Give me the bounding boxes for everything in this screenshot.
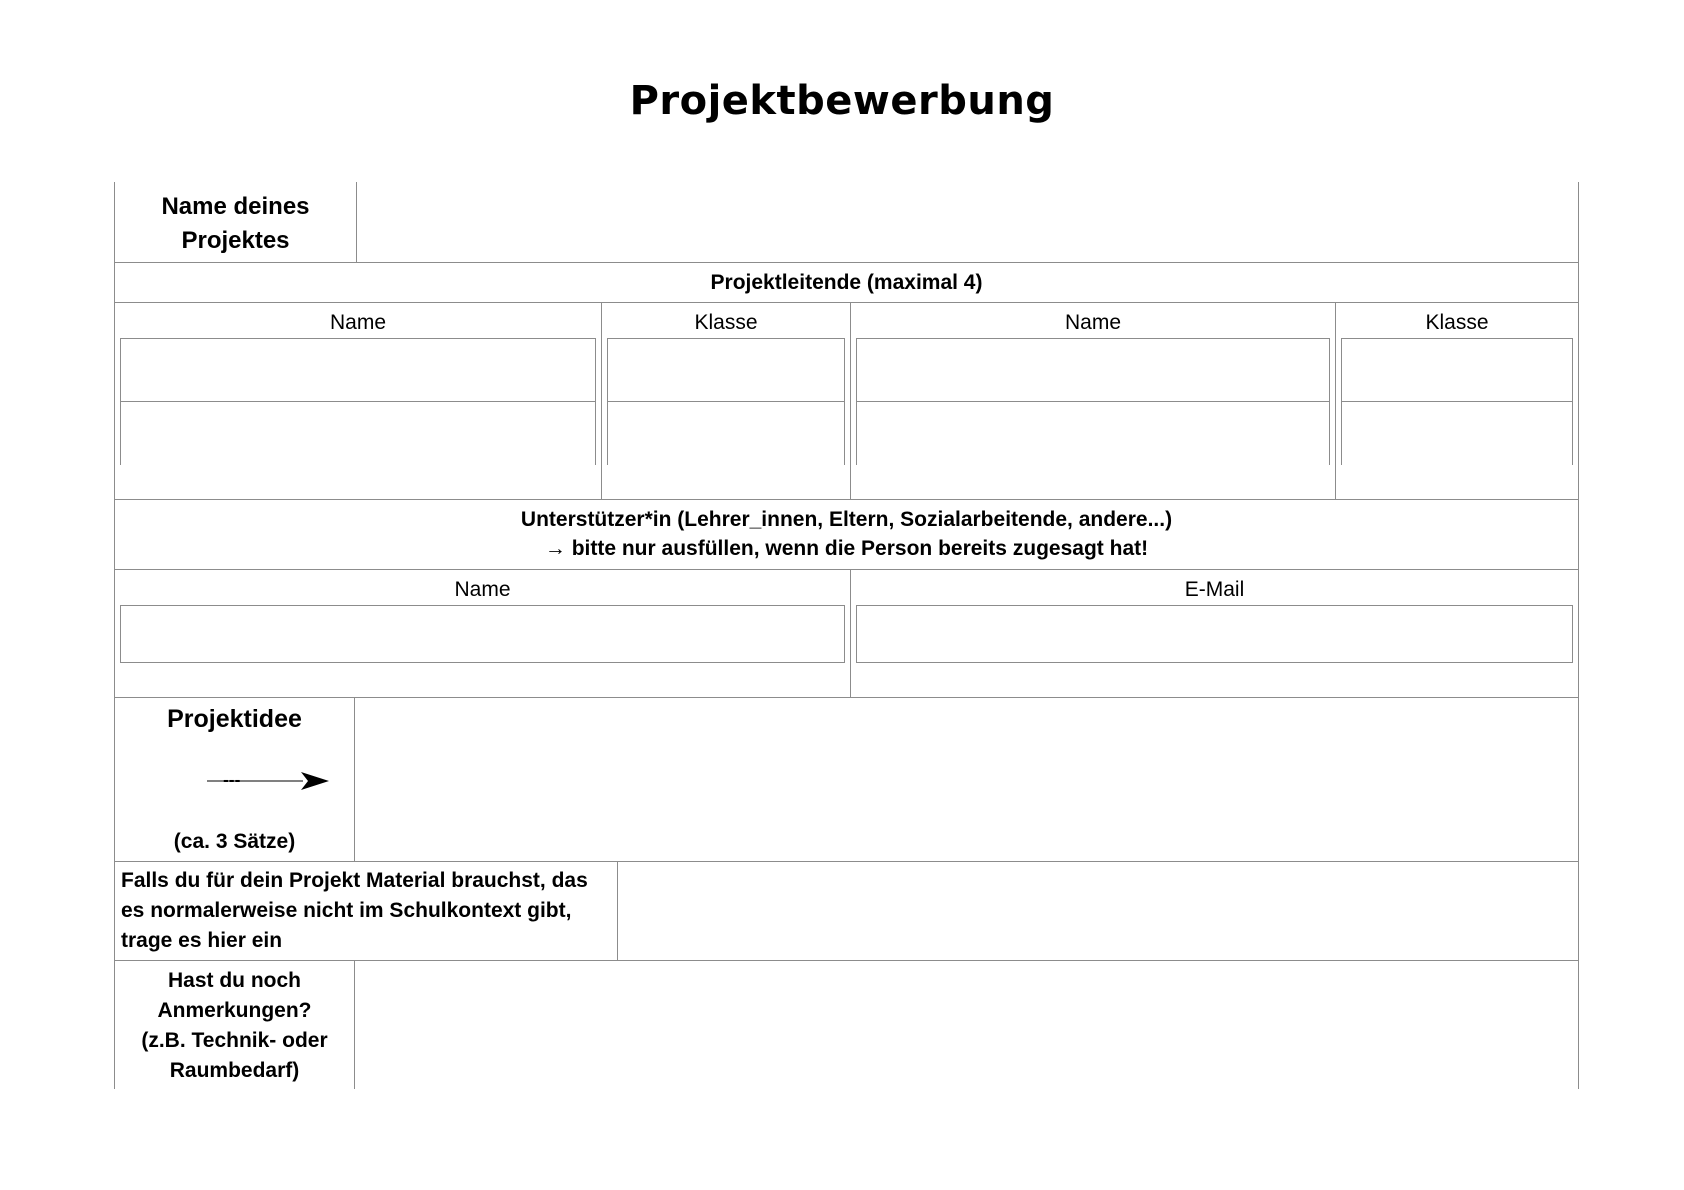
project-idea-label	[115, 698, 355, 861]
project-name-field[interactable]	[358, 182, 1578, 262]
leader-class-header-1: Klasse	[694, 311, 758, 334]
material-label	[115, 862, 618, 960]
leader-name-input-1[interactable]	[120, 338, 596, 402]
leader-class-header-2: Klasse	[1425, 311, 1489, 334]
leader-class-input-4[interactable]	[1341, 401, 1573, 465]
notes-field[interactable]	[356, 961, 1578, 1089]
project-name-label-line2: Projektes	[181, 227, 290, 254]
arrow-right-icon	[207, 770, 329, 792]
arrow-dashes: ---	[223, 773, 241, 789]
project-name-label	[115, 182, 357, 262]
project-name-row	[114, 182, 1579, 263]
project-idea-field[interactable]	[356, 698, 1578, 861]
supporter-header	[114, 500, 1579, 570]
material-label-line2: es normalerweise nicht im Schulkontext gibt,	[121, 899, 572, 922]
supporter-name-input[interactable]	[120, 605, 845, 663]
leader-class-input-2[interactable]	[1341, 338, 1573, 402]
leader-name-column-2	[851, 303, 1336, 499]
notes-label-line4: Raumbedarf)	[169, 1059, 300, 1082]
supporter-header-line1: Unterstützer*in (Lehrer_innen, Eltern, Sozialarbeitende, andere...)	[520, 508, 1173, 531]
leader-name-input-2[interactable]	[856, 338, 1330, 402]
leader-class-column-1	[602, 303, 851, 499]
material-field[interactable]	[619, 862, 1578, 960]
notes-label	[115, 961, 355, 1089]
material-label-line3: trage es hier ein	[121, 929, 283, 952]
leader-name-input-4[interactable]	[856, 401, 1330, 465]
application-form	[114, 182, 1579, 1089]
leader-class-input-1[interactable]	[607, 338, 845, 402]
leaders-header: Projektleitende (maximal 4)	[114, 263, 1579, 303]
notes-row	[114, 961, 1579, 1089]
page-title: Projektbewerbung	[629, 78, 1055, 124]
supporter-email-header: E-Mail	[1184, 578, 1245, 601]
supporter-name-header: Name	[454, 578, 511, 601]
notes-label-line3: (z.B. Technik- oder	[141, 1029, 328, 1052]
leader-name-header-1: Name	[329, 311, 387, 334]
supporter-header-line2: → bitte nur ausfüllen, wenn die Person bereits zugesagt hat!	[544, 537, 1149, 560]
leader-name-header-2: Name	[1064, 311, 1122, 334]
project-name-label-line1: Name deines	[161, 193, 310, 220]
leader-name-column-1	[115, 303, 602, 499]
project-idea-row	[114, 698, 1579, 862]
supporter-email-input[interactable]	[856, 605, 1573, 663]
leader-class-column-2	[1336, 303, 1578, 499]
notes-label-line1: Hast du noch	[167, 969, 301, 992]
project-idea-note: (ca. 3 Sätze)	[173, 830, 296, 853]
material-label-line1: Falls du für dein Projekt Material brauchst, das	[121, 869, 588, 892]
leader-name-input-3[interactable]	[120, 401, 596, 465]
supporter-name-column	[115, 570, 851, 697]
leaders-grid	[114, 303, 1579, 500]
notes-label-line2: Anmerkungen?	[157, 999, 312, 1022]
project-idea-title: Projektidee	[167, 705, 302, 733]
leader-class-input-3[interactable]	[607, 401, 845, 465]
supporter-email-column	[851, 570, 1578, 697]
material-row	[114, 862, 1579, 961]
supporter-fields	[114, 570, 1579, 698]
